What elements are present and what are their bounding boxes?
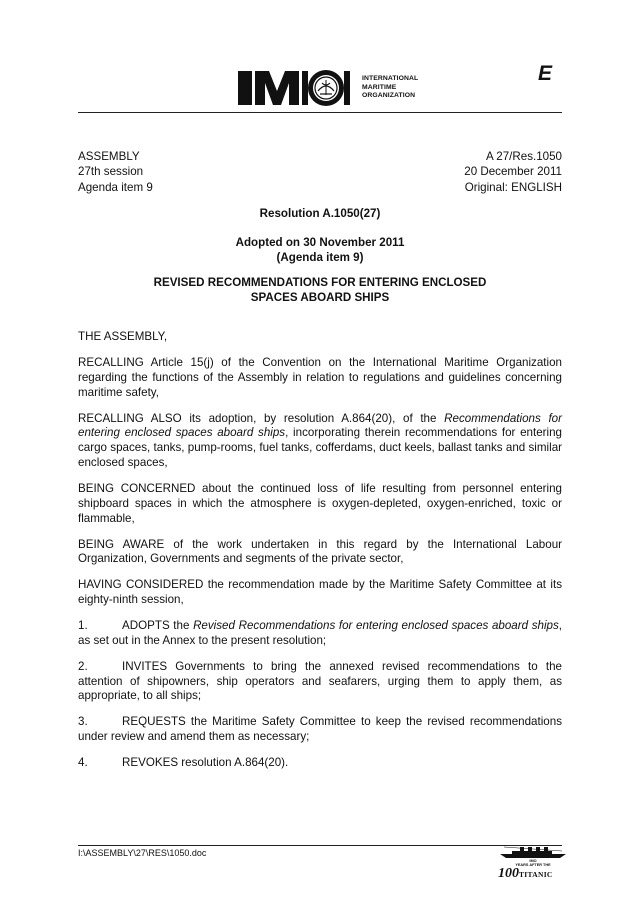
operative-paragraph-1: 1. ADOPTS the Revised Recommendations for entering enclosed spaces aboard ships, as set out in the Annex to the present resolution;: [78, 619, 562, 647]
org-line-1: INTERNATIONAL: [362, 75, 419, 83]
operative-paragraph-3: 3. REQUESTS the Maritime Safety Committee to keep the revised recommendations under review and amend them as necessary;: [78, 715, 562, 744]
paragraph-being-aware: BEING AWARE of the work undertaken in this regard by the International Labour Organization, Governments and segments of the private sector,: [78, 537, 562, 566]
meta-symbol: A 27/Res.1050: [485, 150, 562, 163]
document-title-line-1: REVISED RECOMMENDATIONS FOR ENTERING ENCLOSED: [153, 276, 487, 289]
org-line-2: MARITIME: [362, 83, 397, 91]
imo-org-name: [362, 75, 418, 101]
resolution-title: Resolution A.1050(27): [259, 207, 381, 220]
paragraph-having-considered: HAVING CONSIDERED the recommendation made by the Maritime Safety Committee at its eighty-ninth session,: [78, 578, 562, 607]
meta-right: [464, 149, 562, 195]
operative-paragraph-2: 2. INVITES Governments to bring the annexed revised recommendations to the attention of shipowners, ship operators and seafarers, urging them to apply them, as appropriate, to all ships;: [78, 659, 562, 703]
header-rule: [78, 112, 562, 113]
titanic-badge-title: 100TITANIC: [498, 866, 553, 881]
ship-icon: [498, 846, 568, 859]
meta-agenda-item: Agenda item 9: [78, 180, 153, 194]
titanic-centenary-badge: [498, 846, 568, 886]
paragraph-being-concerned: BEING CONCERNED about the continued loss of life resulting from personnel entering shipboard spaces in which the atmosphere is oxygen-depleted, oxygen-enriched, toxic or flammable,: [78, 481, 562, 525]
meta-date: 20 December 2011: [464, 165, 562, 179]
adopted-agenda: (Agenda item 9): [276, 250, 364, 264]
titanic-badge-caption: IMO YEARS AFTER THE: [515, 859, 551, 868]
imo-wordmark-icon: [238, 69, 354, 107]
adopted-date: Adopted on 30 November 2011: [235, 236, 405, 249]
meta-body: ASSEMBLY: [78, 150, 140, 163]
language-code: E: [538, 62, 553, 85]
resolution-body: [78, 330, 562, 782]
meta-left: [78, 149, 153, 195]
imo-logo: [238, 69, 418, 107]
meta-original-language: Original: ENGLISH: [464, 180, 562, 194]
document-title: [78, 276, 562, 305]
org-line-3: ORGANIZATION: [362, 92, 416, 100]
paragraph-assembly: THE ASSEMBLY,: [78, 330, 168, 343]
recommendations-title: Recommendations for entering enclosed spaces aboard ships: [78, 411, 562, 440]
paragraph-recalling-also: RECALLING ALSO its adoption, by resolution A.864(20), of the Recommendations for entering enclosed spaces aboard ships, incorporating therein recommendations for entering cargo spaces, tanks, pump-rooms, fuel tanks, cofferdams, duct keels, ballast tanks and similar enclosed spaces,: [78, 411, 562, 469]
paragraph-recalling: RECALLING Article 15(j) of the Convention on the International Maritime Organization regarding the functions of the Assembly in relation to regulations and guidelines concerning maritime safety,: [78, 355, 562, 399]
footer-rule: [78, 845, 562, 846]
adopted-info: [78, 236, 562, 265]
meta-session: 27th session: [78, 165, 144, 179]
footer-file-path: I:\ASSEMBLY\27\RES\1050.doc: [78, 848, 207, 858]
operative-paragraph-4: 4. REVOKES resolution A.864(20).: [78, 756, 289, 770]
revised-recommendations-title: Revised Recommendations for entering enclosed spaces aboard ships: [193, 619, 559, 633]
imo-logo-letters: [238, 69, 354, 107]
document-title-line-2: SPACES ABOARD SHIPS: [250, 290, 390, 304]
